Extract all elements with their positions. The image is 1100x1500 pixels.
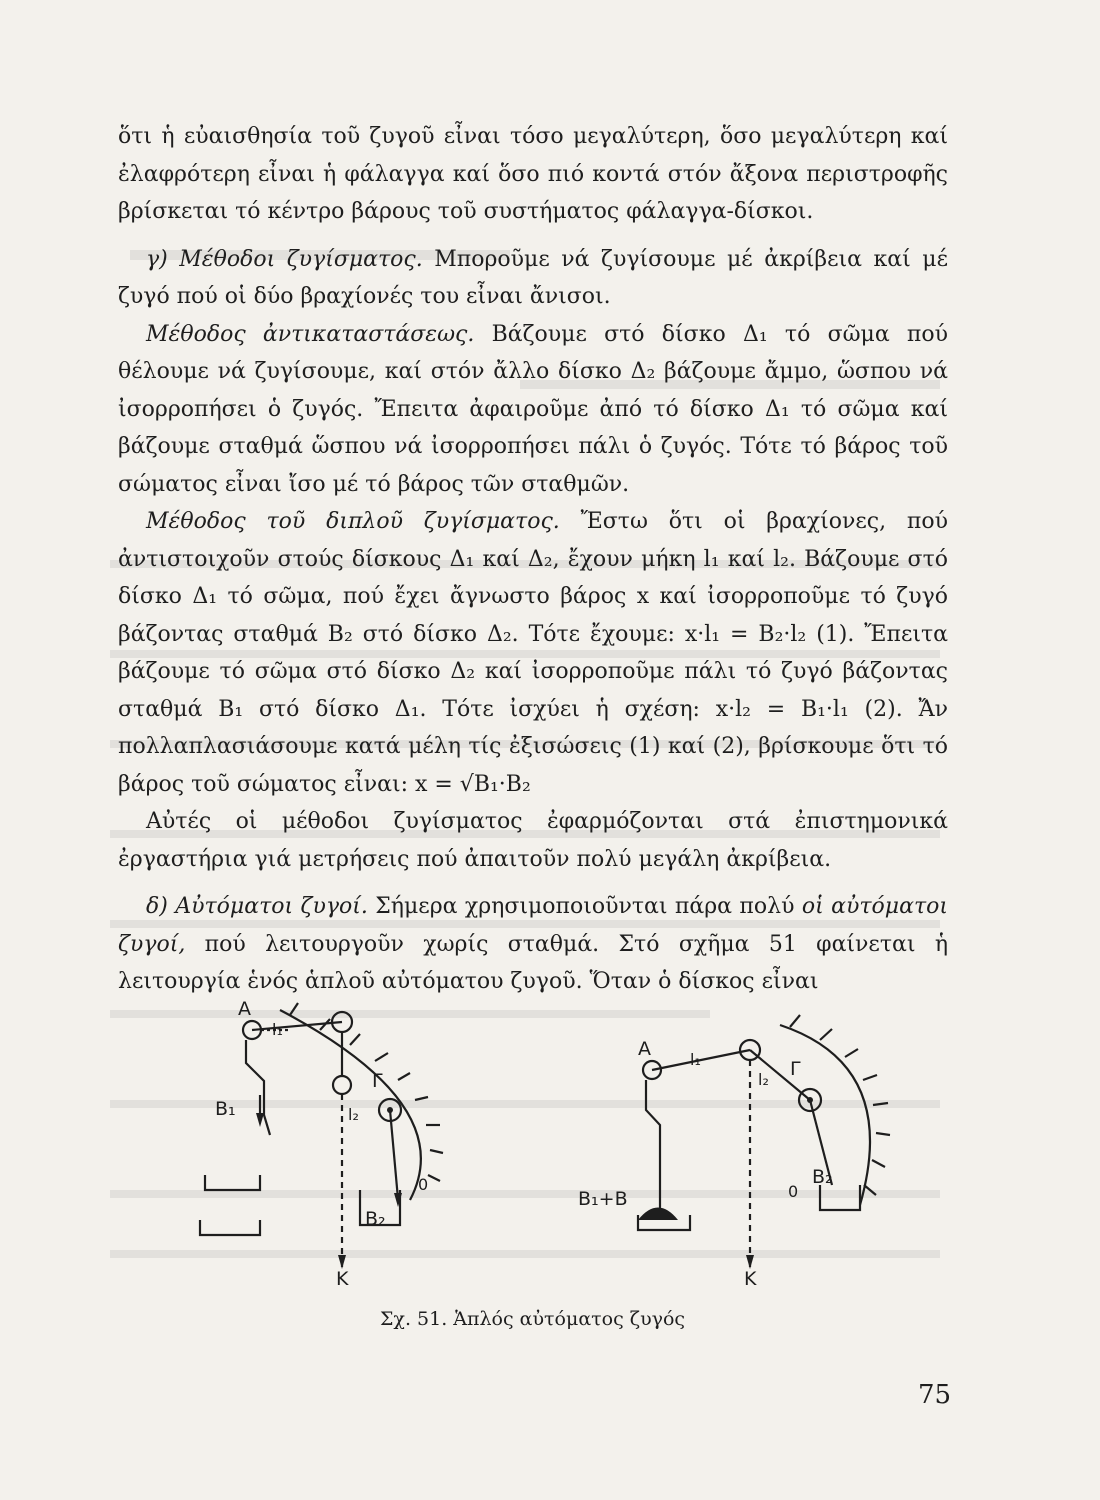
paragraph-double-weighing: Μέθοδος τοῦ διπλοῦ ζυγίσματος. Ἔστω ὅτι οἱ βραχίονες, πού ἀντιστοιχοῦν στούς δίσκους Δ₁ καί Δ₂, ἔχουν μήκη l₁ καί l₂. Βάζουμε στό δίσκο Δ₁ τό σῶμα, πού ἔχει ἄγνωστο βάρος x καί ἰσορροποῦμε τό ζυγό βάζοντας σταθμά B₂ στό δίσκο Δ₂. Τότε ἔχουμε: x·l₁ = B₂·l₂ (1). Ἔπειτα βάζουμε τό σῶμα στό δίσκο Δ₂ καί ἰσορροποῦμε πάλι τό ζυγό βάζοντας σταθμά B₁ στό δίσκο Δ₁. Τότε ἰσχύει ἡ σχέση: x·l₂ = B₁·l₁ (2). Ἄν πολλαπλασιάσουμε κατά μέλη τίς ἐξισώσεις (1) καί (2), βρίσκουμε ὅτι τό βάρος τοῦ σώματος εἶναι: x = √B₁·B₂ [118,509,948,797]
heading-automatic-scales: δ) Αὐτόματοι ζυγοί. [146,894,368,919]
figure-caption: Σχ. 51. Ἁπλός αὐτόματος ζυγός [380,1308,686,1330]
figure-51-automatic-scale [160,985,980,1285]
scale-ticks-right [790,1015,890,1195]
label-G-right: Γ [790,1058,801,1080]
label-B1-left: B₁ [215,1098,236,1120]
label-l2-right: l₂ [758,1070,769,1089]
label-zero-left: 0 [418,1175,429,1194]
label-l1-left: l₁ [272,1020,283,1039]
paragraph-automatic-scales: δ) Αὐτόματοι ζυγοί. Σήμερα χρησιμοποιοῦνται πάρα πολύ οἱ αὐτόματοι ζυγοί, πού λειτουργοῦν χωρίς σταθμά. Στό σχῆμα 51 φαίνεται ἡ λειτουργία ἑνός ἁπλοῦ αὐτόματου ζυγοῦ. Ὅταν ὁ δίσκος εἶναι [118,894,949,994]
label-A-left: A [238,998,251,1020]
paragraph-sensitivity: ὅτι ἡ εὐαισθησία τοῦ ζυγοῦ εἶναι τόσο μεγαλύτερη, ὅσο μεγαλύτερη καί ἐλαφρότερη εἶναι ἡ φάλαγγα καί ὅσο πιό κοντά στόν ἄξονα περιστροφῆς βρίσκεται τό κέντρο βάρους τοῦ συστήματος φάλαγγα-δίσκοι. [118,124,948,224]
label-l1-right: l₁ [690,1050,701,1069]
pivot-left [333,1076,351,1094]
label-zero-right: 0 [788,1182,799,1201]
label-K-right: K [744,1268,757,1285]
body-text [118,118,948,1001]
label-G-left: Γ [372,1070,383,1092]
heading-weighing-methods: γ) Μέθοδοι ζυγίσματος. [146,246,423,272]
page-number: 75 [918,1380,952,1410]
label-A-right: A [638,1038,651,1060]
label-K-left: K [336,1268,349,1285]
paragraph-methods-use: Αὐτές οἱ μέθοδοι ζυγίσματος ἐφαρμόζονται στά ἐπιστημονικά ἐργαστήρια γιά μετρήσεις πού ἀπαιτοῦν πολύ μεγάλη ἀκρίβεια. [118,809,948,872]
label-l2-left: l₂ [348,1105,359,1124]
paragraph-weighing-methods: γ) Μέθοδοι ζυγίσματος. Μποροῦμε νά ζυγίσουμε μέ ἀκρίβεια καί μέ ζυγό πού οἱ δύο βραχίονές του εἶναι ἄνισοι. [118,246,949,309]
label-B2-left: B₂ [365,1208,386,1230]
label-B2-right: B₂ [812,1166,833,1188]
heading-substitution-method: Μέθοδος ἀντικαταστάσεως. [146,321,475,347]
paragraph-substitution-method: Μέθοδος ἀντικαταστάσεως. Βάζουμε στό δίσκο Δ₁ τό σῶμα πού θέλουμε νά ζυγίσουμε, καί στόν ἄλλο δίσκο Δ₂ βάζουμε ἄμμο, ὥσπου νά ἰσορροπήσει ὁ ζυγός. Ἔπειτα ἀφαιροῦμε ἀπό τό δίσκο Δ₁ τό σῶμα καί βάζουμε σταθμά ὥσπου νά ἰσορροπήσει πάλι ὁ ζυγός. Τότε τό βάρος τοῦ σώματος εἶναι ἴσο μέ τό βάρος τῶν σταθμῶν. [118,321,949,497]
label-B1B-right: B₁+B [578,1188,628,1210]
heading-double-weighing: Μέθοδος τοῦ διπλοῦ ζυγίσματος. [146,509,560,534]
weight-block [638,1208,678,1221]
